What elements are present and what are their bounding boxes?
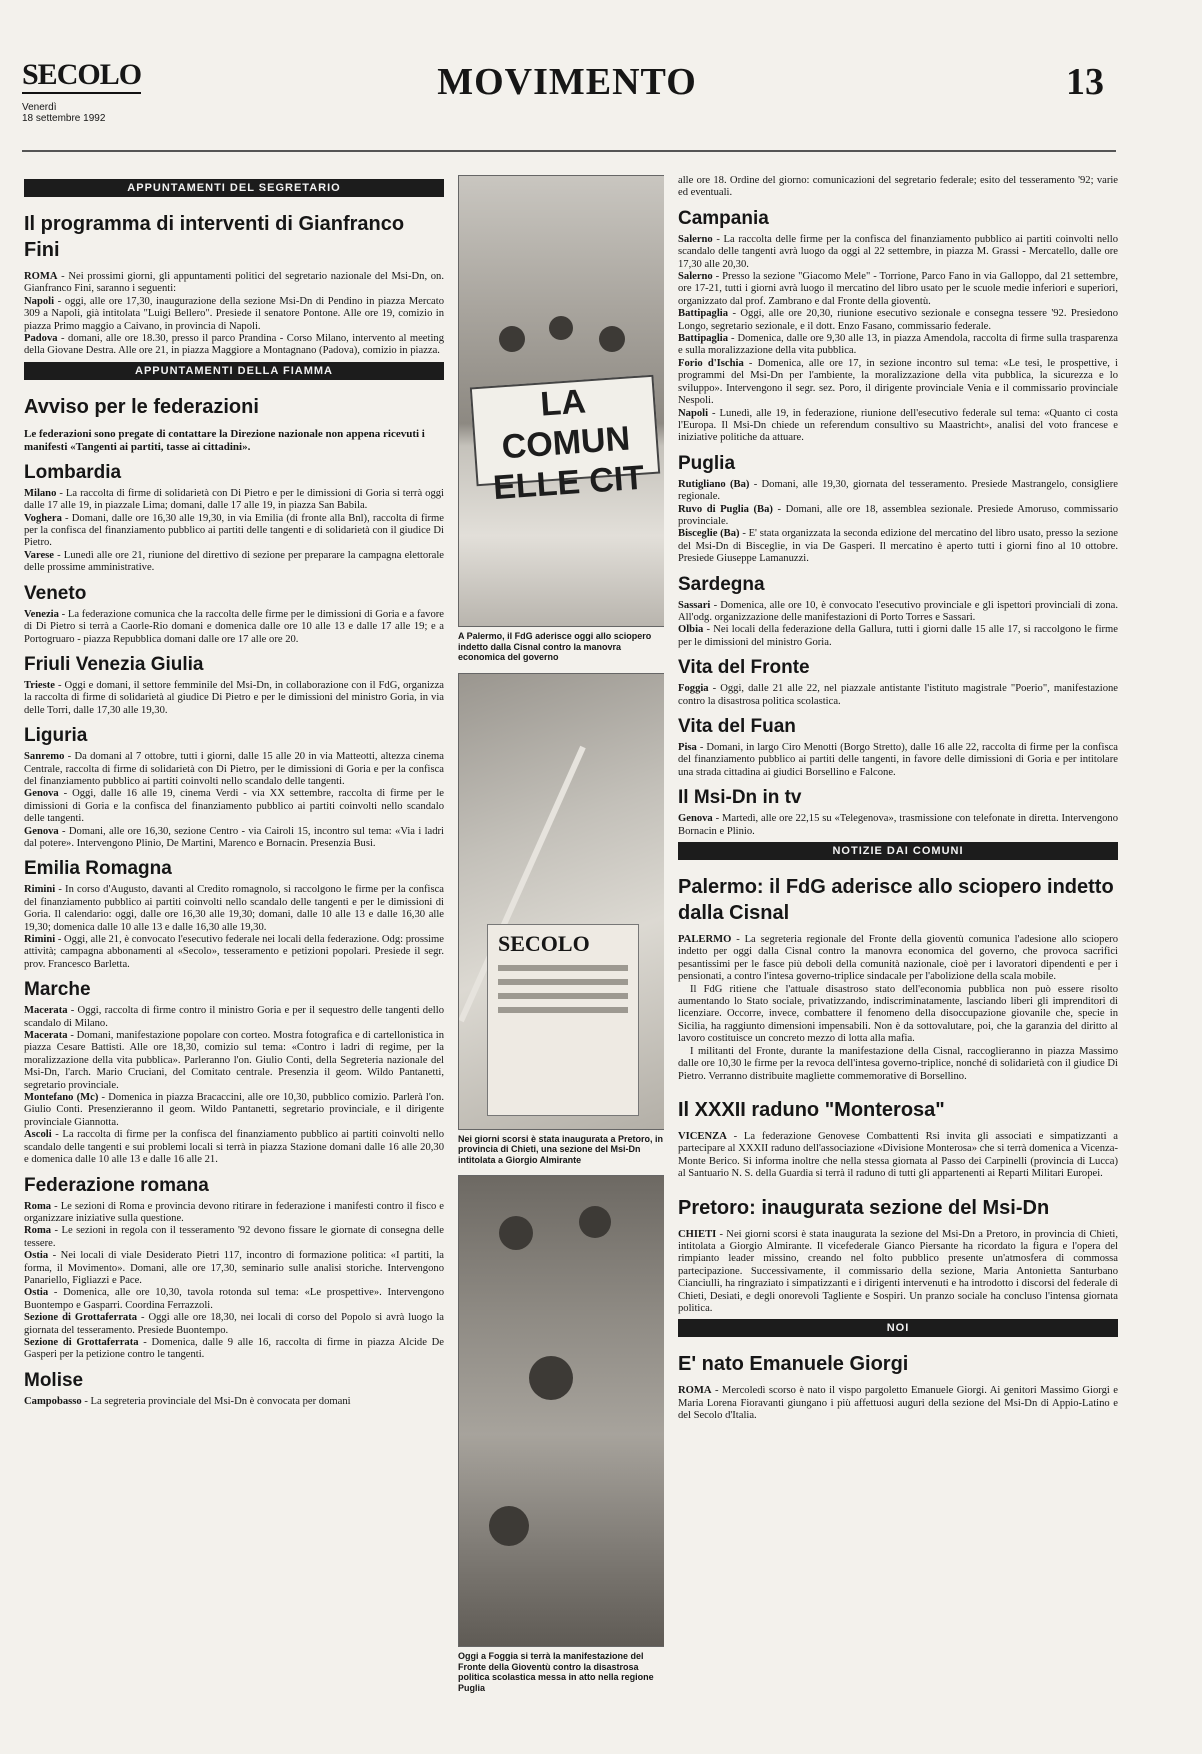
- item-text: - Nei prossimi giorni, gli appuntamenti politici del segretario nazionale del Msi-Dn, on. Gianfranco Fini, saranno i seguenti:: [24, 271, 444, 295]
- issue-day: Venerdì: [22, 102, 57, 113]
- text-line: [498, 993, 628, 999]
- item-text: - Le sezioni di Roma e provincia devono ritirare in federazione i manifesti contro il fisco e organizzare iniziative sulla questione.: [24, 1200, 444, 1224]
- region-heading: Vita del Fronte: [678, 657, 810, 679]
- articles-comuni: [678, 874, 1118, 1315]
- person-figure: [529, 1356, 573, 1400]
- item-text: - Le sezioni in regola con il tesseramento '92 devono fissare le giornate di consegna delle tessere.: [24, 1225, 444, 1249]
- item-text: - Presso la sezione "Giacomo Mele" - Torrione, Parco Fano in via Galloppo, dal 21 settembre, ore 17-21, tutti i giorni avrà luogo il mercatino del libro usato per le scuole medie inferiori e superiori, organizzato dal prof. Zambrano e dal Fronte della gioventù.: [678, 271, 1118, 307]
- item-text: - Nei locali della federazione della Gallura, tutti i giorni dalle 15 alle 17, si raccolgono le firme per le dimissioni del ministro Goria.: [678, 624, 1118, 648]
- item-text: - Lunedì alle ore 21, riunione del direttivo di sezione per preparare la campagna elettorale delle prossime amministrative.: [24, 549, 444, 574]
- region-heading: Campania: [678, 207, 769, 229]
- region-heading: Lombardia: [24, 461, 122, 483]
- news-item: [24, 1030, 444, 1092]
- region-heading: Friuli Venezia Giulia: [24, 653, 204, 675]
- item-text: - Domenica, dalle 9 alle 16, raccolta di firme in piazza Alcide De Gasperi per la petizione contro le tangenti.: [24, 1336, 444, 1361]
- news-item: [24, 1337, 444, 1362]
- item-location: Genova: [678, 813, 713, 825]
- item-location: Trieste: [24, 679, 55, 691]
- person-figure: [489, 1506, 529, 1546]
- news-item: [678, 813, 1118, 838]
- item-location: CHIETI: [678, 1228, 717, 1240]
- item-location: Sanremo: [24, 751, 65, 763]
- news-item: [678, 528, 1118, 565]
- article-headline: Il XXXII raduno "Monterosa": [678, 1098, 945, 1121]
- text-line: [498, 965, 628, 971]
- item-text: - Oggi e domani, il settore femminile del Msi-Dn, in collaborazione con il FdG, organizza la raccolta di firme di solidarietà al giudice Di Pietro e per le dimissioni del ministro Goria, in via delle Torri, dalle 17,30 alle 19,30.: [24, 679, 444, 716]
- text-line: [498, 1007, 628, 1013]
- dateline: ROMA: [678, 1385, 712, 1397]
- item-location: ROMA: [24, 271, 58, 282]
- item-text: - Domani, alle ore 16,30, sezione Centro - via Cairoli 15, incontro sul tema: «Via i ladri dal potere». Intervengono Plinio, De Martini, Marenco e Bornacin. Presenzia Busi.: [24, 825, 444, 849]
- item-location: Ostia: [24, 1250, 49, 1262]
- item-location: PALERMO: [678, 934, 732, 946]
- item-location: Ruvo di Puglia (Ba): [678, 503, 773, 515]
- news-item: [678, 600, 1118, 625]
- column-photos: [458, 175, 664, 1715]
- article-headline: Pretoro: inaugurata sezione del Msi-Dn: [678, 1196, 1050, 1219]
- item-location: Napoli: [24, 295, 55, 307]
- news-item: [678, 624, 1118, 649]
- article-paragraph: [678, 1229, 1118, 1316]
- news-item: [24, 1225, 444, 1250]
- news-item: [24, 550, 444, 575]
- item-text: - Domani, dalle ore 16,30 alle 19,30, in via Emilia (di fronte alla Bnl), raccolta di firme per la confisca del finanziamento pubblico ai partiti delle tangenti e di solidarietà con il giudice Di Pietro.: [24, 512, 444, 549]
- item-text: - Domani, alle ore 18, assemblea sezionale. Presiede Amoruso, commissario provinciale.: [678, 503, 1118, 527]
- news-item: [678, 358, 1118, 408]
- news-item: [678, 234, 1118, 271]
- news-item: [24, 1092, 444, 1129]
- item-text: - Oggi, alle 21, è convocato l'esecutivo federale nei locali della federazione. Odg: prossime attività; campagna abbonamenti al «Secolo», tesseramento e petizioni popolari. Presiede il segr. prov. Francesco Barletta.: [24, 934, 444, 970]
- item-text: - Nei locali di viale Desiderato Pietri 117, incontro di formazione politica: «I partiti, la forma, il Movimento». Domani, alle ore 17,30, seminario sulle analisi storiche. Intervengono Panariello, Figliazzi e Pace.: [24, 1250, 444, 1286]
- headline-federazioni: Avviso per le federazioni: [24, 395, 259, 418]
- article-headline: Palermo: il FdG aderisce allo sciopero indetto dalla Cisnal: [678, 876, 1114, 925]
- article-paragraph: [678, 1046, 1118, 1083]
- section-title: MOVIMENTO: [437, 61, 697, 103]
- masthead: [22, 50, 1112, 124]
- item-text: - Domenica, alle ore 17, in sezione incontro sul tema: «Le tesi, le prospettive, i programmi del Msi-Dn per l'ambiente, la moralizzazione della vita pubblica, la sicurezza e lo sviluppo». Intervengono il segr. sez. Poro, il dirigente provinciale Venia e il commissario provinciale Nespoli.: [678, 357, 1118, 407]
- news-item: [24, 1129, 444, 1166]
- region-heading: Marche: [24, 979, 91, 1001]
- news-item: [24, 788, 444, 825]
- region-heading: Puglia: [678, 452, 736, 474]
- item-text: - La raccolta di firme per la confisca del finanziamento pubblico ai partiti coinvolti nello scandalo delle tangenti e sui problemi locali si terrà in piazza Stazione domani dalle 16 alle 20,30 e domenica dalle 10 alle 13 e dalle 16 alle 21.: [24, 1129, 444, 1166]
- item-text: - Oggi, dalle 21 alle 22, nel piazzale antistante l'istituto magistrale "Poerio", manifestazione contro la disastrosa politica scolastica.: [678, 683, 1118, 707]
- item-text: - Oggi alle ore 18,30, nei locali di corso del Popolo si avrà luogo la giornata del tesseramento. Presiede Buontempo.: [24, 1312, 444, 1336]
- person-figure: [579, 1206, 611, 1238]
- item-text: I militanti del Fronte, durante la manifestazione della Cisnal, raccoglieranno in piazza Massimo dalle ore 10,30 le firme per la revoca dell'intesa governo-triplice, nonché di solidarietà con il giudice Di Pietro. Verranno distribuite magliette commemorative di Borsellino.: [678, 1045, 1118, 1082]
- section-bar-noi: NOI: [678, 1319, 1118, 1337]
- newspaper-in-photo: [487, 924, 639, 1116]
- item-text: - Martedì, alle ore 22,15 su «Telegenova», trasmissione con telefonate in diretta. Intervengono Bornacin e Plinio.: [678, 813, 1118, 837]
- region-heading: Sardegna: [678, 573, 765, 595]
- headline-noi: E' nato Emanuele Giorgi: [678, 1353, 909, 1376]
- person-figure: [549, 316, 573, 340]
- item-location: Macerata: [24, 1005, 68, 1017]
- headline-fini: Il programma di interventi di Gianfranco Fini: [24, 213, 405, 261]
- item-location: Ostia: [24, 1287, 49, 1299]
- item-location: Ascoli: [24, 1129, 52, 1141]
- news-item: [24, 1005, 444, 1030]
- item-location: Rimini: [24, 934, 56, 945]
- federation-notice: Le federazioni sono pregate di contattare la Direzione nazionale non appena ricevuti i manifesti «Tangenti ai partiti, tasse ai cittadini».: [24, 427, 425, 453]
- regions-left: [24, 462, 444, 1408]
- article-paragraph: [678, 1131, 1118, 1181]
- item-location: Sezione di Grottaferrata: [24, 1336, 139, 1348]
- news-item: [24, 1396, 444, 1408]
- news-item: [24, 680, 444, 717]
- news-item: [678, 271, 1118, 308]
- newspaper-logo: SECOLO: [22, 58, 141, 94]
- item-text: - Domenica in piazza Bracaccini, alle ore 10,30, pubblico comizio. Parlerà l'on. Giulio Conti. Presenzieranno il geom. Wildo Pantanetti, segretario provinciale, e il dirigente provinciale Giannotta.: [24, 1092, 444, 1128]
- item-location: Genova: [24, 788, 59, 800]
- photo-students: [458, 1175, 664, 1647]
- item-location: Milano: [24, 487, 57, 499]
- caption-palermo: A Palermo, il FdG aderisce oggi allo sciopero indetto dalla Cisnal contro la manovra economica del governo: [458, 631, 652, 662]
- item-location: Pisa: [678, 742, 697, 753]
- region-heading: Molise: [24, 1369, 84, 1391]
- region-heading: Veneto: [24, 582, 87, 604]
- protest-banner: [470, 375, 660, 508]
- news-item: [24, 609, 444, 646]
- region-heading: Federazione romana: [24, 1174, 209, 1196]
- item-text: - Domani, alle 19,30, giornata del tesseramento. Presiede Mastrangelo, consigliere regionale.: [678, 478, 1118, 503]
- item-location: VICENZA: [678, 1130, 727, 1142]
- item-location: Voghera: [24, 512, 62, 524]
- item-text: - La federazione comunica che la raccolta delle firme per le dimissioni di Goria e a favore di Di Pietro si terrà a Caorle-Rio domani e domenica dalle ore 10 alle 13 e dalle 17 alle 19; e a Portogruaro - piazza Repubblica domani dalle ore 17 alle ore 20.: [24, 608, 444, 645]
- item-text: - Domani, in largo Ciro Menotti (Borgo Stretto), dalle 16 alle 22, raccolta di firme per la confisca del finanziamento pubblico ai partiti delle tangenti, in favore delle dimissioni di Goria e per intitolare una strada cittadina ai giudici Borsellino e Falcone.: [678, 742, 1118, 778]
- item-text: - Oggi, dalle 16 alle 19, cinema Verdi - via XX settembre, raccolta di firme per le dimissioni di Goria e la confisca del finanziamento pubblico ai partiti coinvolti nello scandalo delle tangenti.: [24, 788, 444, 825]
- news-item: [24, 1312, 444, 1337]
- item-text: - Domenica, alle ore 10,30, tavola rotonda sul tema: «Le prospettive». Intervengono Buontempo e Gasparri. Coordina Ferrazzoli.: [24, 1287, 444, 1311]
- item-text: - E' stata organizzata la seconda edizione del mercatino del libro usato, presso la sezione del Msi-Dn di Bisceglie, in via De Gasperi. Il mercatino è aperto tutti i giorni fino al 10 ottobre. Presiede Giuseppe Lamanuzzi.: [678, 528, 1118, 565]
- news-item: [678, 504, 1118, 529]
- continued-text: alle ore 18. Ordine del giorno: comunicazioni del segretario federale; esito del tesseramento '92; varie ed eventuali.: [678, 175, 1118, 199]
- region-heading: Liguria: [24, 725, 88, 747]
- page-number: 13: [1066, 61, 1104, 103]
- news-item: [24, 1201, 444, 1226]
- news-item: [24, 513, 444, 550]
- item-location: Varese: [24, 549, 55, 561]
- item-text: - La segreteria regionale del Fronte della gioventù comunica l'adesione allo sciopero indetto per oggi dalla Cisnal contro la manovra economica del governo, che provoca sacrifici pesantissimi per le fasce più deboli della comunità nazionale, cioè per i lavoratori dipendenti e per i pensionati, a contro l'intesa governo-triplice sindacale per l'abolizione della scala mobile.: [678, 934, 1118, 983]
- item-location: Genova: [24, 825, 59, 837]
- news-item: [24, 884, 444, 934]
- news-item: [678, 333, 1118, 358]
- item-location: Montefano (Mc): [24, 1092, 99, 1104]
- person-figure: [599, 326, 625, 352]
- item-location: Salerno: [678, 233, 713, 245]
- news-item: [24, 271, 444, 296]
- column-right: [678, 175, 1118, 1715]
- news-item: [678, 479, 1118, 504]
- item-text: - Oggi, alle ore 20,30, riunione esecutivo sezionale e consegna tessere '92. Presiedono Longo, segretario sezionale, e il dott. Enzo Fasano, commissario federale.: [678, 308, 1118, 332]
- caption-foggia: Oggi a Foggia si terrà la manifestazione del Fronte della Gioventù contro la disastrosa politica scolastica messa in atto nella regione Puglia: [458, 1651, 654, 1693]
- photo-protest-banner: [458, 175, 664, 627]
- news-item: [678, 408, 1118, 445]
- paragraph-text: - Mercoledì scorso è nato il vispo pargoletto Emanuele Giorgi. Ai genitori Massimo Giorgi e Maria Lorena Fioravanti giungano i più affettuosi auguri della sezione del Msi-Dn di Appio-Latino e del Secolo d'Italia.: [678, 1385, 1118, 1422]
- article-paragraph: [678, 934, 1118, 984]
- banner-line-2: ELLE CIT: [491, 458, 646, 508]
- news-item: [24, 934, 444, 971]
- news-item: [24, 296, 444, 333]
- item-text: - Da domani al 7 ottobre, tutti i giorni, dalle 15 alle 20 in via Matteotti, altezza cinema Centrale, raccolta di firme di solidarietà con Di Pietro, per le dimissioni di Goria e per la confisca del finanziamento pubblico ai partiti coinvolti nello scandalo delle tangenti.: [24, 751, 444, 787]
- item-text: - La raccolta di firme di solidarietà con Di Pietro e per le dimissioni di Goria si terrà oggi dalle 17 alle 19, in piazzale Lima; domani, dalle 17 alle 19, in piazza San Babila.: [24, 487, 444, 512]
- item-text: - Lunedì, alle 19, in federazione, riunione dell'esecutivo federale sul tema: «Quanto ci costa l'Europa. Il Msi-Dn chiede un referendum consultivo su Maastricht», analisi del voto francese e iniziative politiche da attuare.: [678, 407, 1118, 444]
- item-location: Salerno: [678, 271, 713, 283]
- issue-date: [22, 102, 105, 124]
- regions-right: [678, 208, 1118, 838]
- person-figure: [499, 326, 525, 352]
- item-location: Bisceglie (Ba): [678, 528, 740, 540]
- item-text: - La raccolta delle firme per la confisca del finanziamento pubblico ai partiti coinvolti nello scandalo delle tangenti avrà luogo da oggi al 22 settembre, in piazza M. Grassi - Mercatello, dalle ore 17,30 alle 20,30.: [678, 233, 1118, 270]
- item-location: Rimini: [24, 884, 56, 896]
- noi-paragraph: [678, 1385, 1118, 1422]
- photo-newspaper-logo: SECOLO: [498, 930, 590, 956]
- item-location: Padova: [24, 333, 58, 345]
- news-item: [24, 1287, 444, 1312]
- news-item: [24, 1250, 444, 1287]
- person-figure: [499, 1216, 533, 1250]
- news-item: [24, 751, 444, 788]
- item-location: Battipaglia: [678, 308, 729, 320]
- caption-pretoro: Nei giorni scorsi è stata inaugurata a Pretoro, in provincia di Chieti, una sezione del Msi-Dn intitolata a Giorgio Almirante: [458, 1133, 664, 1165]
- item-location: Olbia: [678, 624, 704, 636]
- item-text: - La federazione Genovese Combattenti Rsi invita gli associati e simpatizzanti a partecipare al XXXII raduno dell'associazione «Divisione Monterosa» che si terrà domenica a Vicenza-Monte Berico. Si informa inoltre che nella stessa giornata al Passo dei Carpinelli (provincia di Lucca) al Santuario N. S. della Guardia si terrà il raduno di tutti gli appartenenti ai Reparti Militari Europei.: [678, 1130, 1118, 1180]
- item-text: - Nei giorni scorsi è stata inaugurata la sezione del Msi-Dn a Pretoro, in provincia di Chieti, intitolata a Giorgio Almirante. Il vicefederale Gianco Piersante ha ricordato la figura e l'opera del rimpianto leader missino, creando nel folto pubblico presente un'atmosfera di commossa partecipazione. Successivamente, il commissario della sezione, Maria Antonietta Santurbano Cianciulli, ha ringraziato i simpatizzanti e i dirigenti intervenuti e ha introdotto i discorsi del federale di Chieti, Desiati, e degli onorevoli Tagliente e Sospiri. Un pranzo sociale ha concluso l'intensa giornata politica.: [678, 1228, 1118, 1314]
- fini-items: [24, 271, 444, 358]
- region-heading: Il Msi-Dn in tv: [678, 787, 802, 809]
- section-bar-fiamma: APPUNTAMENTI DELLA FIAMMA: [24, 362, 444, 380]
- item-location: Roma: [24, 1225, 52, 1237]
- item-text: - La segreteria provinciale del Msi-Dn è convocata per domani: [81, 1395, 351, 1407]
- news-item: [678, 308, 1118, 333]
- item-text: - Domenica, alle ore 10, è convocato l'esecutivo provinciale e gli ispettori provinciali di zona. All'odg. organizzazione delle manifestazioni di Porto Torres e Sassari.: [678, 599, 1118, 623]
- news-item: [24, 826, 444, 851]
- section-bar-comuni: NOTIZIE DAI COMUNI: [678, 842, 1118, 860]
- item-location: Macerata: [24, 1030, 68, 1042]
- item-location: Sezione di Grottaferrata: [24, 1312, 138, 1324]
- section-bar-segretario: APPUNTAMENTI DEL SEGRETARIO: [24, 179, 444, 197]
- banner-line-1: LA COMUN: [500, 382, 632, 467]
- news-item: [24, 333, 444, 358]
- item-location: Rutigliano (Ba): [678, 478, 750, 490]
- item-location: Sassari: [678, 599, 711, 611]
- item-location: Foggia: [678, 683, 709, 695]
- item-text: - Domani, manifestazione popolare con corteo. Mostra fotografica e di cartellonistica in piazza Cesare Battisti. Alle ore 18,30, comizio sul tema: «Contro i ladri di regime, per la moralizzazione della vita pubblica». Parleranno l'on. Giulio Conti, della Segreteria nazionale del Msi-Dn, l'arch. Mario Cruciani, del Comitato centrale. Presenzia il geom. Wildo Pantanetti, segretario provinciale.: [24, 1030, 444, 1091]
- item-text: - Domenica, dalle ore 9,30 alle 13, in piazza Amendola, raccolta di firme sulla trasparenza e sulla moralizzazione della vita pubblica.: [678, 333, 1118, 357]
- text-line: [498, 979, 628, 985]
- item-text: Il FdG ritiene che l'attuale disastroso stato dell'economia pubblica non può essere risolto aumentando lo Stato sociale, privatizzando, indiscriminatamente, lasciando liberi gli imprenditori di licenziare. Occorre, invece, combattere il fenomeno della disoccupazione giovanile che, specie in Sicilia, ha raggiunto dimensioni impensabili. Non è da sottovalutare, poi, che la garanzia del diritto al lavoro costituisce un concreto mezzo di lotta alla mafia.: [678, 983, 1118, 1045]
- item-text: - Oggi, raccolta di firme contro il ministro Goria e per il sequestro delle tangenti dello scandalo di Milano.: [24, 1005, 444, 1029]
- item-location: Napoli: [678, 407, 709, 419]
- item-location: Battipaglia: [678, 333, 729, 345]
- photo-inauguration: [458, 673, 664, 1130]
- region-heading: Vita del Fuan: [678, 716, 796, 737]
- news-item: [24, 488, 444, 513]
- item-location: Venezia: [24, 608, 59, 620]
- article-paragraph: [678, 984, 1118, 1046]
- region-heading: Emilia Romagna: [24, 858, 172, 880]
- item-location: Campobasso: [24, 1395, 82, 1407]
- item-text: - oggi, alle ore 17,30, inaugurazione della sezione Msi-Dn di Pendino in piazza Mercato 309 a Napoli, già intitolata "Luigi Bellero". Presiede il senatore Pontone. Alle ore 19, comizio in piazza Primo maggio a Caivano, in provincia di Napoli.: [24, 295, 444, 332]
- item-text: - domani, alle ore 18.30, presso il parco Prandina - Corso Milano, intervento al meeting della Giovane Destra. Alle ore 21, in piazza Maggiore a Montagnano (Padova), comizio in piazza.: [24, 333, 444, 357]
- header-rule: [22, 150, 1116, 152]
- issue-full-date: 18 settembre 1992: [22, 113, 106, 124]
- news-item: [678, 742, 1118, 779]
- item-location: Roma: [24, 1200, 52, 1212]
- news-item: [678, 683, 1118, 708]
- item-location: Forio d'Ischia: [678, 357, 744, 369]
- column-left: [24, 175, 444, 1715]
- item-text: - In corso d'Augusto, davanti al Credito romagnolo, si raccolgono le firme per la confisca del finanziamento pubblico ai partiti coinvolti nello scandalo delle tangenti e per le dimissioni di Goria. Il calendario: oggi, dalle ore 16,30 alle 19,30; domani, dalle 10 alle 13 e dalle 16,30 alle 19,30; domenica dalle 10 alle 13 e dalle 16,30 alle 19,30.: [24, 884, 444, 933]
